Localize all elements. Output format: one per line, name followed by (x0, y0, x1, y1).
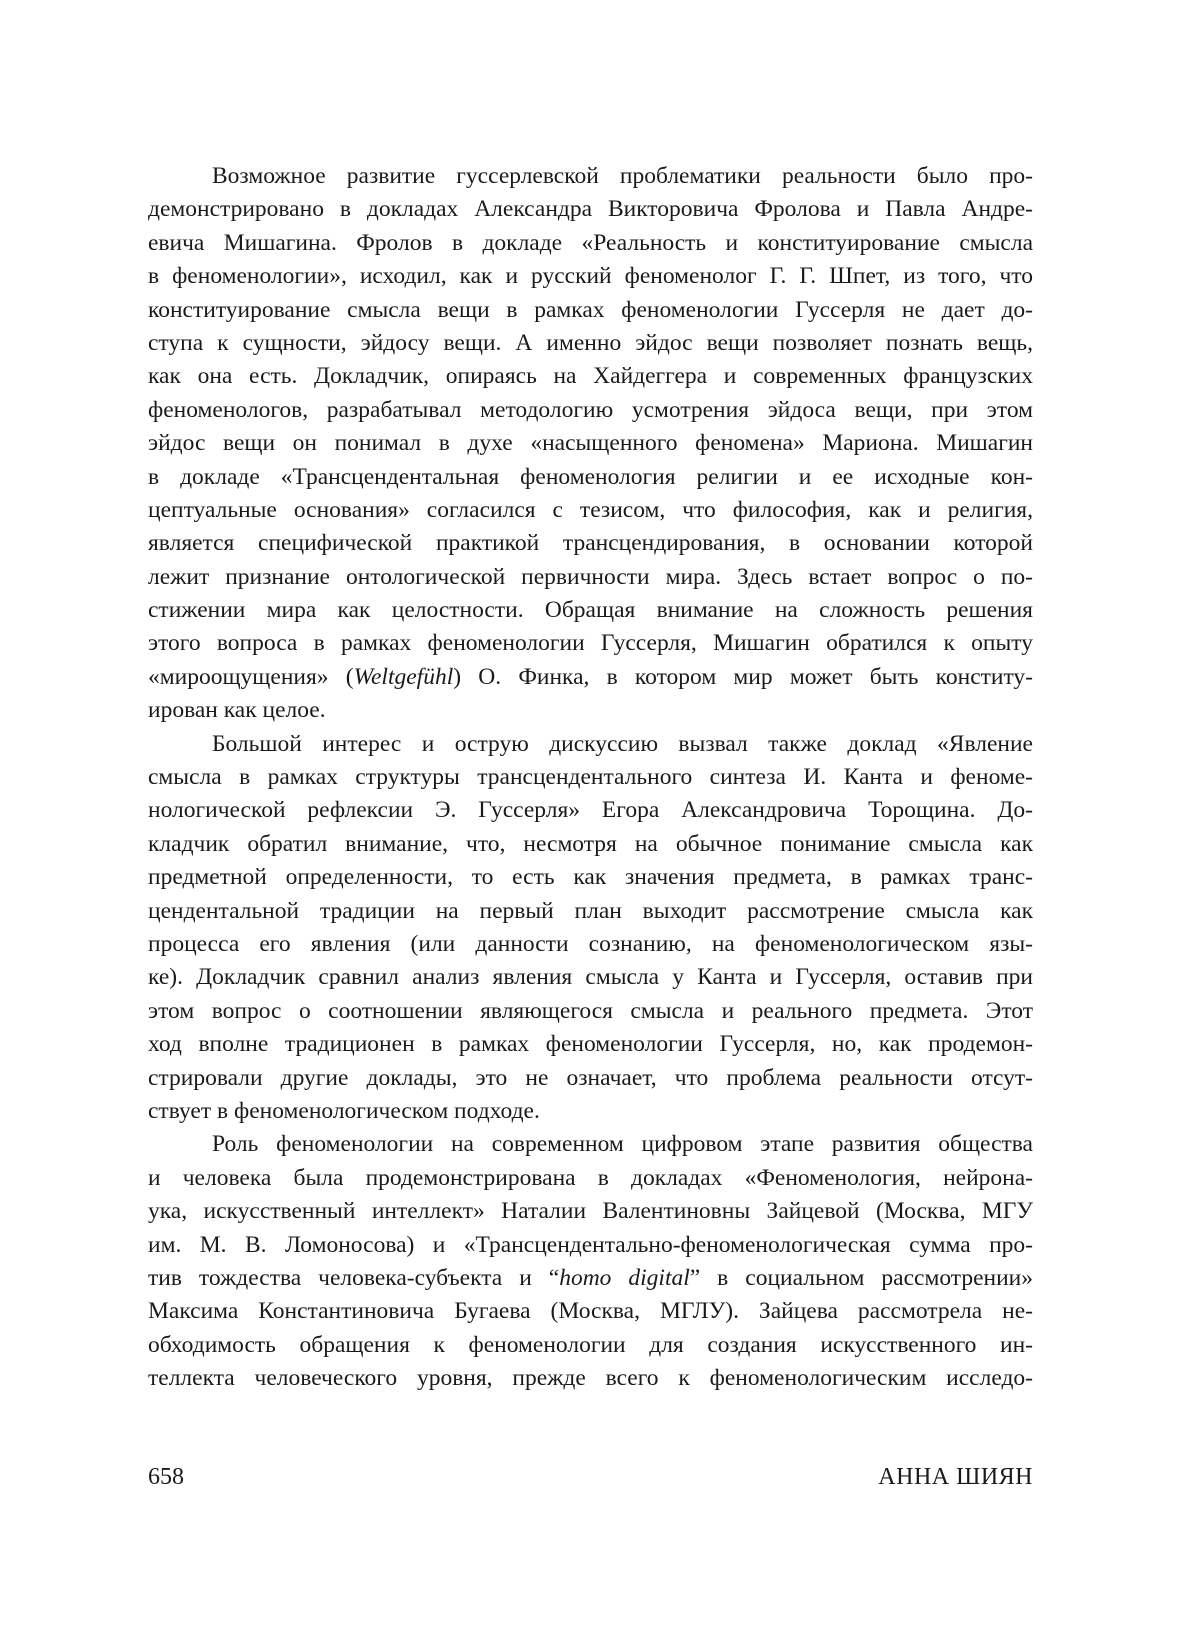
italic-term: homo digital (559, 1265, 690, 1291)
text-line: Максима Константиновича Бугаева (Москва, МГЛУ). Зайцева рассмотрела не- (148, 1295, 1033, 1328)
text-line: ход вполне традиционен в рамках феноменологии Гуссерля, но, как продемон- (148, 1028, 1033, 1061)
text-line: цептуальные основания» согласился с тезисом, что философия, как и религия, (148, 494, 1033, 527)
text-segment: «мироощущения» ( (148, 664, 354, 690)
text-line: обходимость обращения к феноменологии для создания искусственного ин- (148, 1329, 1033, 1362)
text-line: стижении мира как целостности. Обращая внимание на сложность решения (148, 594, 1033, 627)
text-line: в феноменологии», исходил, как и русский феноменолог Г. Г. Шпет, из того, что (148, 260, 1033, 293)
paragraph-1 (148, 160, 1033, 728)
text-line: Роль феноменологии на современном цифровом этапе развития общества (148, 1128, 1033, 1161)
text-line: предметной определенности, то есть как значения предмета, в рамках транс- (148, 861, 1033, 894)
text-line: ствует в феноменологическом подходе. (148, 1095, 1033, 1128)
text-line: смысла в рамках структуры трансцендентального синтеза И. Канта и феноме- (148, 761, 1033, 794)
text-segment: ” в социальном рассмотрении» (690, 1265, 1033, 1291)
text-segment: тив тождества человека-субъекта и “ (148, 1265, 559, 1291)
italic-term: Weltgefühl (354, 664, 454, 690)
text-line: процесса его явления (или данности сознанию, на феноменологическом язы- (148, 928, 1033, 961)
text-line: ке). Докладчик сравнил анализ явления смысла у Канта и Гуссерля, оставив при (148, 961, 1033, 994)
paragraph-2 (148, 728, 1033, 1129)
text-line: конституирование смысла вещи в рамках феноменологии Гуссерля не дает до- (148, 294, 1033, 327)
text-line: демонстрировано в докладах Александра Викторовича Фролова и Павла Андре- (148, 193, 1033, 226)
text-line: нологической рефлексии Э. Гуссерля» Егора Александровича Торощина. До- (148, 794, 1033, 827)
running-head-author: АННА ШИЯН (878, 1460, 1033, 1494)
document-page (0, 0, 1200, 1650)
text-line: ука, искусственный интеллект» Наталии Валентиновны Зайцевой (Москва, МГУ (148, 1195, 1033, 1228)
text-line: цендентальной традиции на первый план выходит рассмотрение смысла как (148, 895, 1033, 928)
text-line: евича Мишагина. Фролов в докладе «Реальность и конституирование смысла (148, 227, 1033, 260)
text-line: им. М. В. Ломоносова) и «Трансцендентально-феноменологическая сумма про- (148, 1229, 1033, 1262)
text-line: кладчик обратил внимание, что, несмотря на обычное понимание смысла как (148, 828, 1033, 861)
text-segment: ) О. Финка, в котором мир может быть конститу- (453, 664, 1033, 690)
text-line: в докладе «Трансцендентальная феноменология религии и ее исходные кон- (148, 461, 1033, 494)
page-number: 658 (148, 1460, 184, 1494)
text-line: этого вопроса в рамках феноменологии Гуссерля, Мишагин обратился к опыту (148, 627, 1033, 660)
text-line: феноменологов, разрабатывал методологию усмотрения эйдоса вещи, при этом (148, 394, 1033, 427)
text-line: Возможное развитие гуссерлевской проблематики реальности было про- (148, 160, 1033, 193)
text-line: ирован как целое. (148, 694, 1033, 727)
text-line: лежит признание онтологической первичности мира. Здесь встает вопрос о по- (148, 561, 1033, 594)
text-line: и человека была продемонстрирована в докладах «Феноменология, нейрона- (148, 1162, 1033, 1195)
text-line: теллекта человеческого уровня, прежде всего к феноменологическим исследо- (148, 1362, 1033, 1395)
text-line: как она есть. Докладчик, опираясь на Хайдеггера и современных французских (148, 360, 1033, 393)
paragraph-3 (148, 1128, 1033, 1395)
text-line: Большой интерес и острую дискуссию вызвал также доклад «Явление (148, 728, 1033, 761)
body-text (148, 160, 1033, 1395)
page-footer (148, 1460, 1033, 1494)
text-line-with-italic (148, 1262, 1033, 1295)
text-line: стрировали другие доклады, это не означает, что проблема реальности отсут- (148, 1062, 1033, 1095)
text-line: этом вопрос о соотношении являющегося смысла и реального предмета. Этот (148, 995, 1033, 1028)
text-line: является специфической практикой трансцендирования, в основании которой (148, 527, 1033, 560)
text-line: эйдос вещи он понимал в духе «насыщенного феномена» Мариона. Мишагин (148, 427, 1033, 460)
text-line: ступа к сущности, эйдосу вещи. А именно эйдос вещи позволяет познать вещь, (148, 327, 1033, 360)
text-line-with-italic (148, 661, 1033, 694)
